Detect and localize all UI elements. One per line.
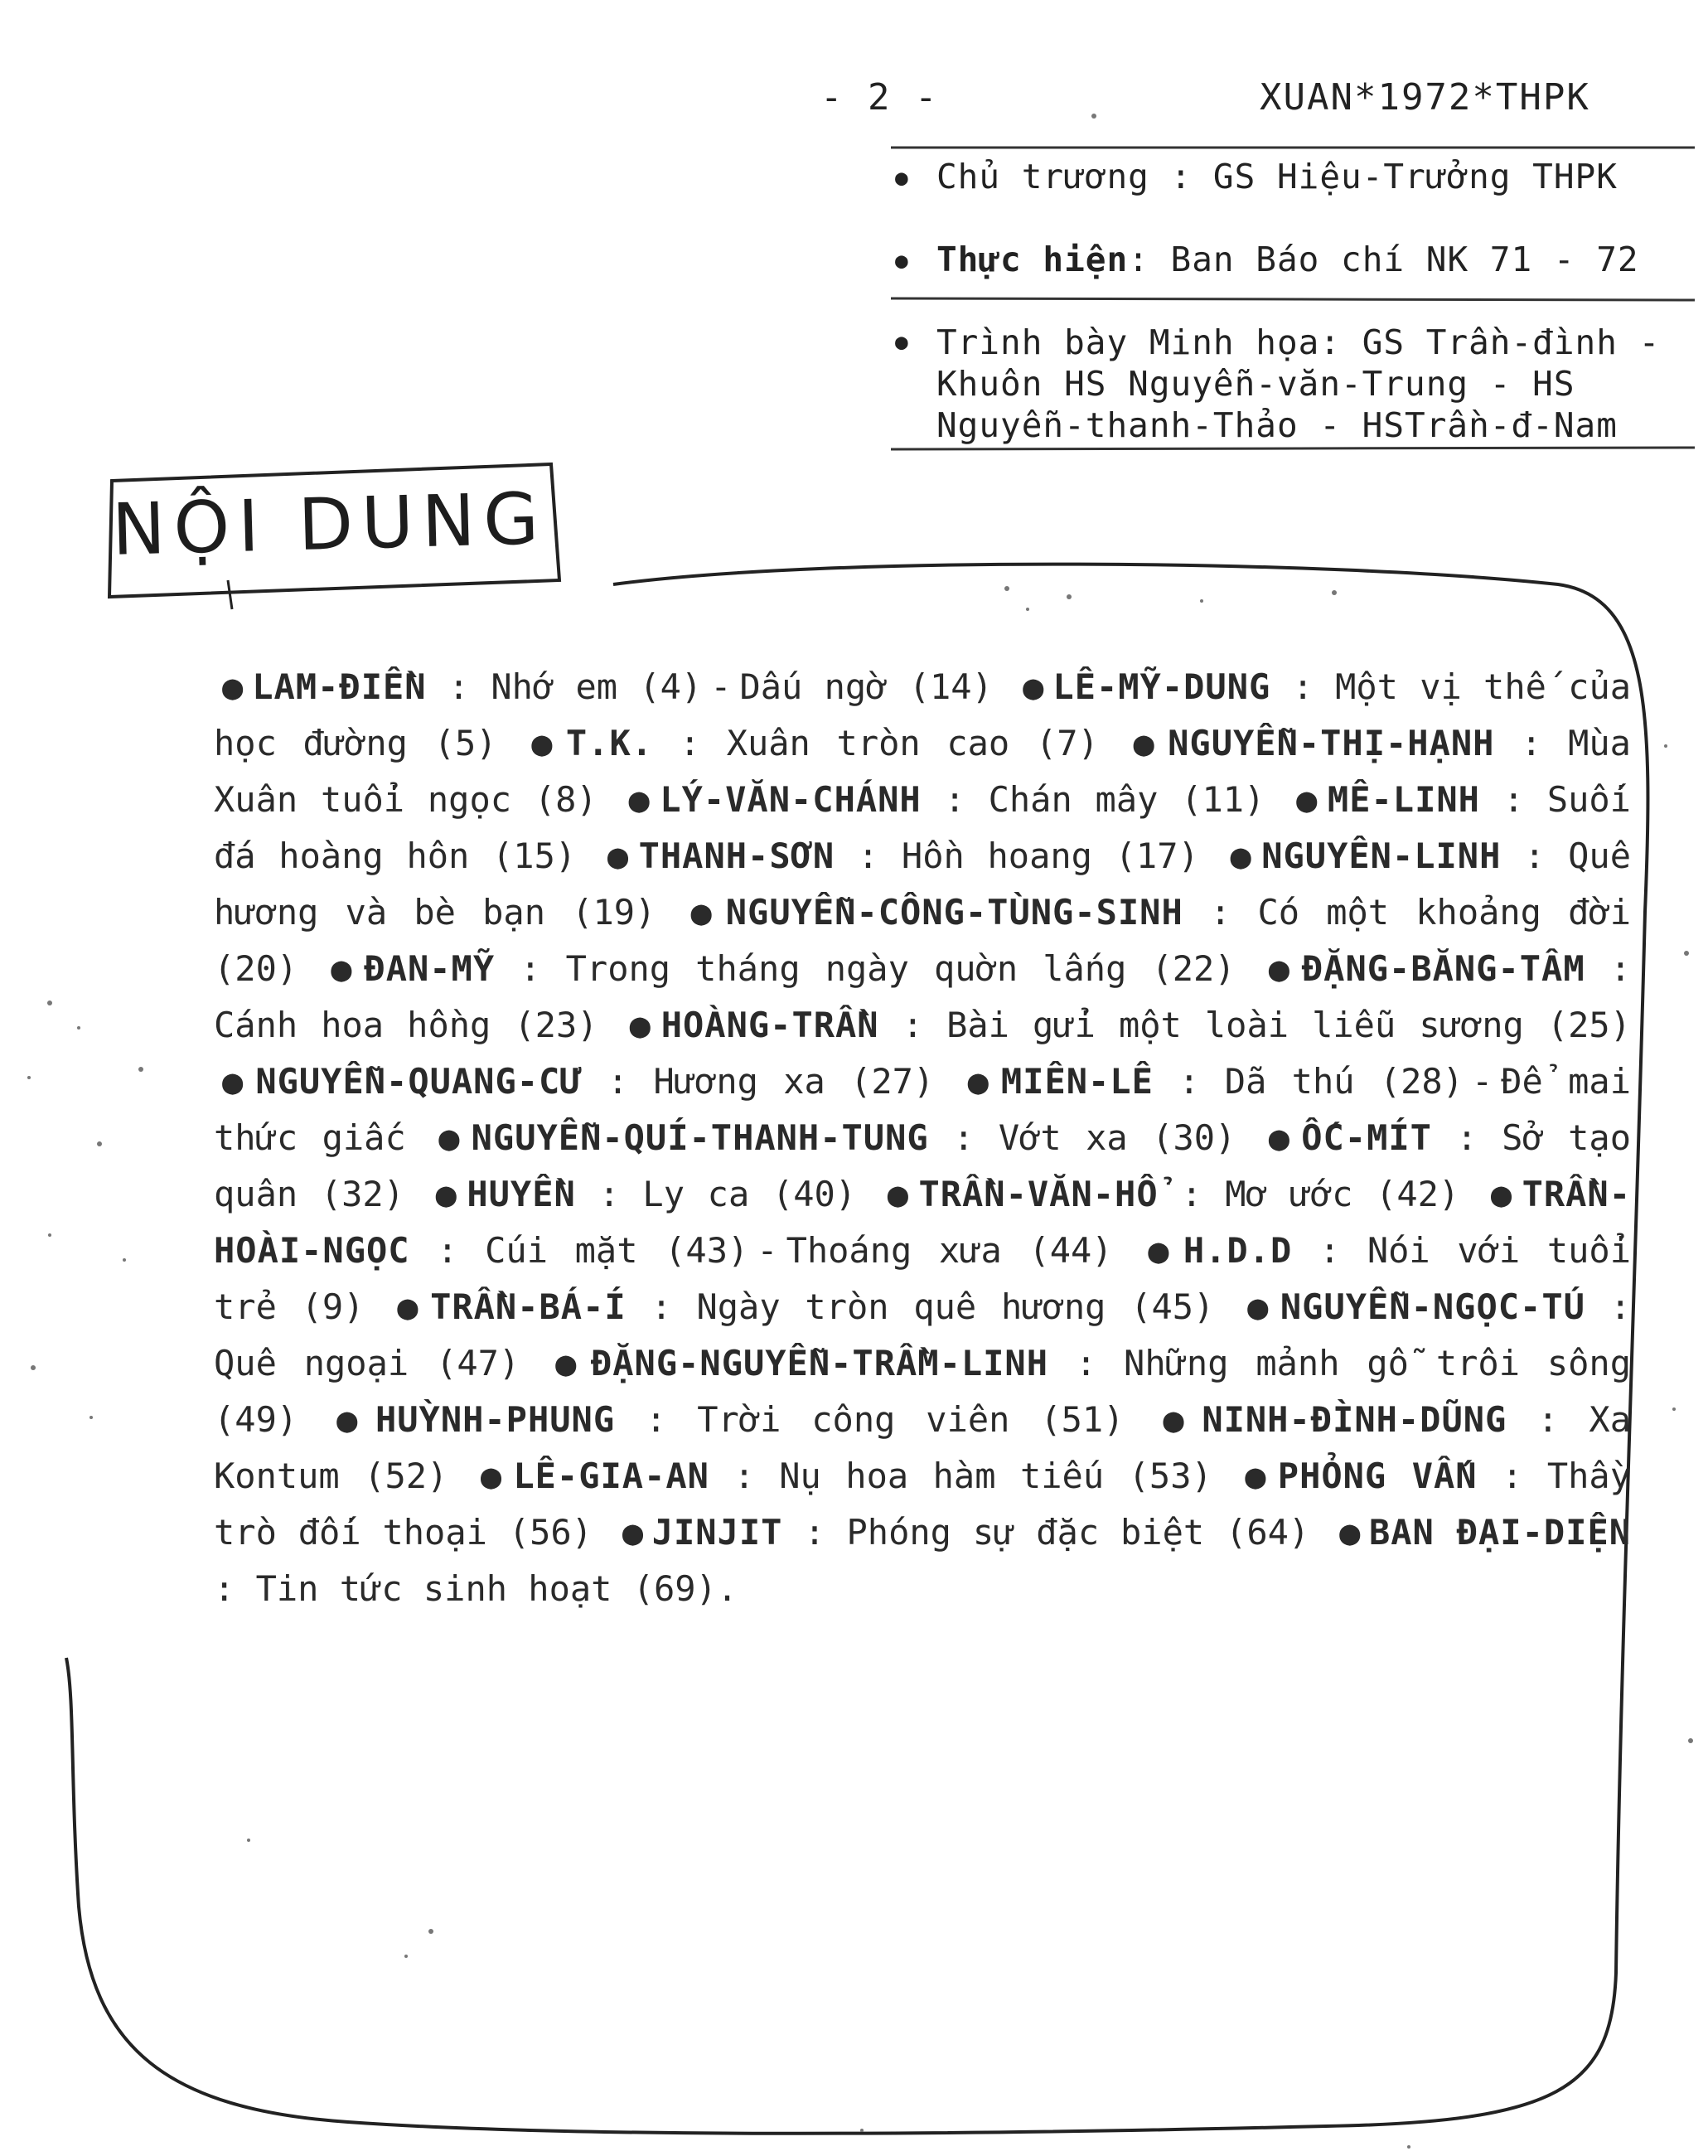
toc-work-title: Xuân tròn cao (7) xyxy=(726,723,1099,763)
toc-work-title: Thầy trò đối thoại (56) xyxy=(214,1456,1632,1553)
credit-text: GS Hiệu-Trưởng THPK xyxy=(1212,157,1618,196)
toc-separator: : xyxy=(582,1061,654,1102)
bullet-dot: ● xyxy=(1133,723,1160,763)
bullet-dot: ● xyxy=(1268,948,1294,989)
credit-label: Chủ trương xyxy=(936,157,1149,196)
toc-author: NGUYÊN-LINH xyxy=(1261,836,1502,876)
toc-entry xyxy=(214,1061,934,1102)
toc-work-title: Quê hương và bè bạn (19) xyxy=(214,836,1631,933)
toc-entry xyxy=(214,666,993,707)
toc-author: ĐAN-MỸ xyxy=(364,948,496,989)
toc-work-title: Để mai thức giấc xyxy=(214,1061,1631,1158)
bullet-dot: ● xyxy=(1247,1286,1272,1327)
toc-author: TRẦN-VĂN-HỔ xyxy=(918,1174,1159,1214)
toc-separator: : xyxy=(1183,892,1258,933)
toc-separator: : xyxy=(1048,1343,1125,1383)
toc-work-title: Phóng sự đặc biệt (64) xyxy=(846,1512,1310,1553)
toc-author: PHỎNG VẤN xyxy=(1277,1456,1478,1496)
toc-author: NGUYỄN-THỊ-HẠNH xyxy=(1168,723,1495,763)
toc-author: LAM-ĐIỀN xyxy=(252,666,427,707)
toc-work-title: Một vị thế của học đường (5) xyxy=(214,666,1632,763)
bullet-dot: ● xyxy=(629,1005,653,1045)
toc-work-title: Quê ngoại (47) xyxy=(214,1343,520,1383)
issue-title: XUAN*1972*THPK xyxy=(1260,76,1590,119)
toc-entry xyxy=(614,1512,1309,1553)
toc-work-title: Nụ hoa hàm tiếu (53) xyxy=(779,1456,1212,1496)
toc-author: NGUYỄN-QUANG-CƯ xyxy=(255,1061,583,1102)
toc-author: TRẦN-BÁ-Í xyxy=(430,1286,627,1327)
toc-author: THANH-SƠN xyxy=(638,836,835,876)
toc-work-title: Trời công viên (51) xyxy=(697,1399,1125,1440)
toc-author: MÊ-LINH xyxy=(1327,779,1480,820)
toc-work-title: Mơ ước (42) xyxy=(1225,1174,1460,1214)
toc-separator: : xyxy=(709,1456,780,1496)
toc-author: BAN ĐẠI-DIỆN xyxy=(1368,1512,1632,1553)
bullet-dot: ● xyxy=(1230,836,1254,876)
toc-work-title: Hương xa (27) xyxy=(653,1061,935,1102)
toc-entry xyxy=(472,1456,1212,1496)
toc-work-title: Nhớ em (4) xyxy=(491,666,703,707)
toc-separator: : xyxy=(878,1005,947,1045)
toc-separator: : xyxy=(1585,948,1632,989)
credit-label: Thực hiện xyxy=(936,240,1129,279)
toc-separator: : xyxy=(835,836,902,876)
toc-work-title: Chán mây (11) xyxy=(988,779,1265,820)
toc-separator: : xyxy=(615,1399,698,1440)
toc-work-title: Vớt xa (30) xyxy=(998,1117,1236,1158)
toc-dash: - xyxy=(1471,1061,1493,1102)
contents-title: NỘI DUNG xyxy=(110,477,549,572)
bullet-dot: ● xyxy=(1245,1456,1270,1496)
toc-separator: : xyxy=(214,1568,256,1609)
toc-separator: : xyxy=(1494,723,1569,763)
bullet-dot: ● xyxy=(1296,779,1319,820)
toc-work-title: Mùa Xuân tuổi ngọc (8) xyxy=(214,723,1631,820)
toc-work-title: Hồn hoang (17) xyxy=(901,836,1199,876)
credit-production: Thực hiện: Ban Báo chí NK 71 - 72 xyxy=(936,240,1639,279)
toc-author: NGUYỄN-QUÍ-THANH-TUNG xyxy=(471,1117,929,1158)
toc-separator: : xyxy=(782,1512,847,1553)
credit-bullet: ● xyxy=(895,166,908,191)
toc-separator: : xyxy=(626,1286,697,1327)
bullet-dot: ● xyxy=(531,723,558,763)
toc-work-title: Bài gửi một loài liễu sương (25) xyxy=(946,1005,1631,1045)
toc-author: ĐẶNG-NGUYỄN-TRẦM-LINH xyxy=(590,1343,1048,1383)
toc-author: H.D.D xyxy=(1183,1230,1293,1271)
bullet-dot: ● xyxy=(607,836,631,876)
toc-author: ĐẶNG-BĂNG-TÂM xyxy=(1301,948,1585,989)
toc-separator: : xyxy=(1153,1061,1225,1102)
credit-illustration: Trình bày Minh họa: GS Trần-đình -Khuôn HS Nguyễn-văn-Trung - HS Nguyễn-thanh-Thảo - HSTrần-đ-Nam xyxy=(936,322,1661,445)
toc-separator: : xyxy=(575,1174,643,1214)
contents-box-title xyxy=(106,454,553,590)
credit-text: Ban Báo chí NK 71 - 72 xyxy=(1170,240,1639,279)
toc-work-title: Xa Kontum (52) xyxy=(214,1399,1631,1496)
bullet-dot: ● xyxy=(967,1061,993,1102)
bullet-dot: ● xyxy=(480,1456,506,1496)
toc-author: HUYỀN xyxy=(467,1174,576,1214)
toc-author: MIÊN-LÊ xyxy=(1000,1061,1154,1102)
toc-work-title: Tin tức sinh hoạt (69). xyxy=(255,1568,738,1609)
bullet-dot: ● xyxy=(628,779,652,820)
table-of-contents xyxy=(214,659,1631,1617)
toc-entry xyxy=(599,836,1199,876)
toc-work-title: Ly ca (40) xyxy=(642,1174,857,1214)
bullet-dot: ● xyxy=(1163,1399,1194,1440)
toc-author: NINH-ĐÌNH-DŨNG xyxy=(1202,1399,1507,1440)
toc-author: T.K. xyxy=(565,723,654,763)
toc-work-title: Có một khoảng đời (20) xyxy=(214,892,1632,989)
toc-work-title: Cánh hoa hồng (23) xyxy=(214,1005,598,1045)
toc-separator: : xyxy=(928,1117,999,1158)
toc-entry xyxy=(428,1174,856,1214)
toc-separator: : xyxy=(1270,666,1336,707)
toc-entry xyxy=(620,779,1265,820)
bullet-dot: ● xyxy=(222,1061,248,1102)
toc-dash: - xyxy=(710,666,732,707)
toc-entry xyxy=(622,1005,1631,1045)
credit-label: Trình bày Minh họa xyxy=(936,322,1320,362)
credit-director: Chủ trương : GS Hiệu-Trưởng THPK xyxy=(936,157,1618,196)
toc-author: JINJIT xyxy=(651,1512,783,1553)
toc-entry xyxy=(879,1174,1459,1214)
bullet-dot: ● xyxy=(397,1286,423,1327)
toc-separator: : xyxy=(1585,1286,1631,1327)
toc-separator: : xyxy=(426,666,491,707)
toc-author: ỐC-MÍT xyxy=(1301,1117,1432,1158)
toc-work-title: Ngày tròn quê hương (45) xyxy=(696,1286,1215,1327)
toc-dash: - xyxy=(757,1230,778,1271)
toc-separator: : xyxy=(495,948,566,989)
toc-work-title: Thoáng xưa (44) xyxy=(786,1230,1113,1271)
credit-text: GS Trần-đình -Khuôn HS Nguyễn-văn-Trung - HS Nguyễn-thanh-Thảo - HSTrần-đ-Nam xyxy=(936,322,1661,445)
toc-separator: : xyxy=(1292,1230,1367,1271)
bullet-dot: ● xyxy=(1023,666,1045,707)
toc-work-title: Cúi mặt (43) xyxy=(485,1230,749,1271)
bullet-dot: ● xyxy=(1490,1174,1514,1214)
bullet-dot: ● xyxy=(336,1399,367,1440)
toc-author: HUỲNH-PHUNG xyxy=(375,1399,616,1440)
bullet-dot: ● xyxy=(887,1174,911,1214)
toc-author: NGUYỄN-CÔNG-TÙNG-SINH xyxy=(725,892,1183,933)
toc-entry xyxy=(430,1117,1236,1158)
toc-work-title: Những mảnh gỗ trôi sông (49) xyxy=(214,1343,1631,1440)
bullet-dot: ● xyxy=(331,948,356,989)
toc-separator: : xyxy=(653,723,727,763)
bullet-dot: ● xyxy=(1148,1230,1175,1271)
toc-work-title: Dấu ngờ (14) xyxy=(739,666,993,707)
bullet-dot: ● xyxy=(1339,1512,1361,1553)
toc-entry xyxy=(322,948,1235,989)
toc-separator: : xyxy=(1158,1174,1226,1214)
toc-entry xyxy=(523,723,1099,763)
toc-work-title: Suối đá hoàng hôn (15) xyxy=(214,779,1631,876)
page-number: - 2 - xyxy=(820,76,939,119)
toc-separator: : xyxy=(1477,1456,1547,1496)
toc-work-title: Nói với tuổi trẻ (9) xyxy=(214,1230,1631,1327)
toc-author: LÊ-GIA-AN xyxy=(513,1456,709,1496)
toc-work-title: Dã thú (28) xyxy=(1224,1061,1464,1102)
toc-separator: : xyxy=(1479,779,1547,820)
bullet-dot: ● xyxy=(222,666,244,707)
credit-bullet: ● xyxy=(895,330,908,355)
toc-work-title: Sở tạo quân (32) xyxy=(214,1117,1632,1214)
toc-separator: : xyxy=(1431,1117,1502,1158)
toc-entry xyxy=(389,1286,1214,1327)
bullet-dot: ● xyxy=(555,1343,583,1383)
toc-entry xyxy=(328,1399,1124,1440)
toc-separator: : xyxy=(1507,1399,1589,1440)
bullet-dot: ● xyxy=(438,1117,463,1158)
toc-author: HOÀNG-TRẦN xyxy=(660,1005,879,1045)
bullet-dot: ● xyxy=(435,1174,459,1214)
credit-bullet: ● xyxy=(895,249,908,274)
toc-author: NGUYỄN-NGỌC-TÚ xyxy=(1280,1286,1585,1327)
toc-separator: : xyxy=(1501,836,1569,876)
bullet-dot: ● xyxy=(622,1512,644,1553)
toc-author: LÊ-MỸ-DUNG xyxy=(1052,666,1271,707)
bullet-dot: ● xyxy=(1268,1117,1294,1158)
toc-author: TRẦN-HOÀI-NGỌC xyxy=(214,1174,1631,1271)
toc-separator: : xyxy=(921,779,989,820)
toc-separator: : xyxy=(409,1230,486,1271)
toc-author: LÝ-VĂN-CHÁNH xyxy=(660,779,922,820)
toc-work-title: Trong tháng ngày quờn lấng (22) xyxy=(565,948,1236,989)
bullet-dot: ● xyxy=(690,892,718,933)
